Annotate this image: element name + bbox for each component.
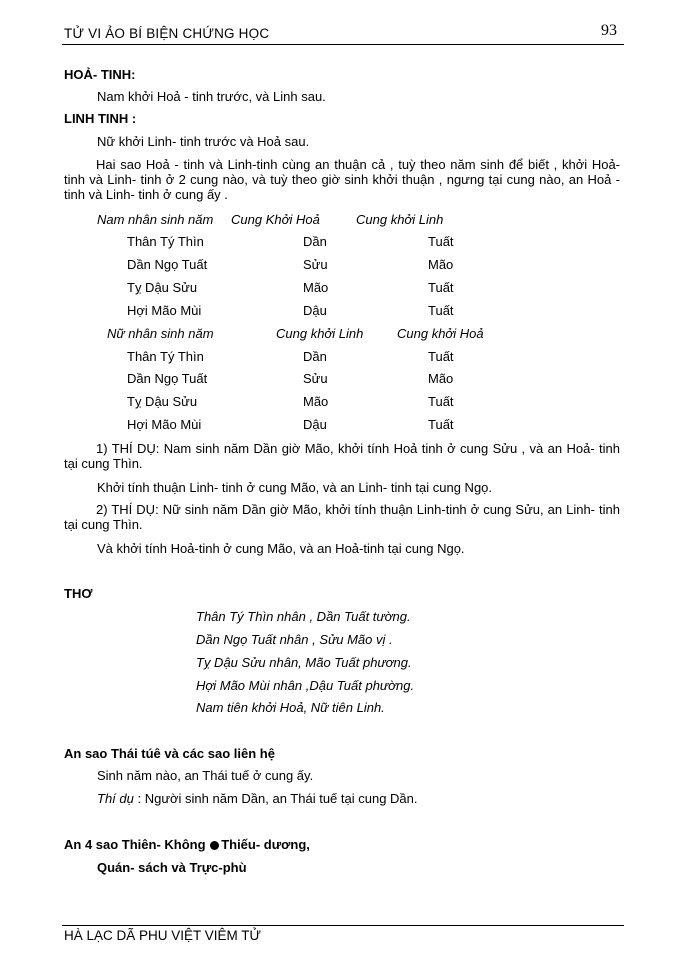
table-cell: Mão xyxy=(303,394,329,409)
table-row: Thân Tý Thìn xyxy=(127,234,204,249)
section-heading-hoa-tinh: HOẢ- TINH: xyxy=(64,67,136,82)
table-cell: Mão xyxy=(428,371,454,386)
table-row: Dần Ngọ Tuất xyxy=(127,371,208,386)
table-female-header-linh: Cung khởi Linh xyxy=(276,326,364,341)
thai-tue-example xyxy=(97,791,418,806)
example-1: 1) THÍ DỤ: Nam sinh năm Dần giờ Mão, khởi tính Hoả tinh ở cung Sửu , và an Hoả- tinh tại cung Thìn. xyxy=(64,441,620,471)
example-text: : Người sinh năm Dần, an Thái tuế tại cung Dần. xyxy=(133,791,418,806)
table-male-header-linh: Cung khởi Linh xyxy=(356,212,444,227)
example-2-continued: Và khởi tính Hoả-tinh ở cung Mão, và an Hoả-tinh tại cung Ngọ. xyxy=(97,541,465,556)
table-cell: Dậu xyxy=(303,417,327,432)
table-male-header-hoa: Cung Khởi Hoả xyxy=(231,212,320,227)
thai-tue-heading: An sao Thái túê và các sao liên hệ xyxy=(64,746,275,761)
example-1-continued: Khởi tính thuận Linh- tinh ở cung Mão, và an Linh- tinh tại cung Ngọ. xyxy=(97,480,493,495)
table-cell: Sửu xyxy=(303,371,328,386)
thien-khong-heading: An 4 sao Thiên- Không Thiếu- dương, xyxy=(64,837,310,852)
table-cell: Tuất xyxy=(428,303,454,318)
table-cell: Tuất xyxy=(428,234,454,249)
table-row: Hợi Mão Mùi xyxy=(127,417,202,432)
poem-line: Tỵ Dậu Sửu nhân, Mão Tuất phương. xyxy=(196,655,412,670)
table-female-header-year: Nữ nhân sinh năm xyxy=(107,326,214,341)
table-cell: Tuất xyxy=(428,417,454,432)
section-heading-linh-tinh: LINH TINH : xyxy=(64,111,137,126)
poem-line: Thân Tý Thìn nhân , Dần Tuất tường. xyxy=(196,609,411,624)
table-row: Tỵ Dậu Sửu xyxy=(127,280,198,295)
table-male-header-year: Nam nhân sinh năm xyxy=(97,212,214,227)
table-row: Hợi Mão Mùi xyxy=(127,303,202,318)
table-row: Tỵ Dậu Sửu xyxy=(127,394,198,409)
table-cell: Dậu xyxy=(303,303,327,318)
example-label: Thí dụ xyxy=(97,791,134,806)
example-2: 2) THÍ DỤ: Nữ sinh năm Dần giờ Mão, khởi tính thuận Linh-tinh ở cung Sửu, an Linh- tinh tại cung Thìn. xyxy=(64,502,620,532)
table-cell: Sửu xyxy=(303,257,328,272)
poem-line: Nam tiên khởi Hoả, Nữ tiên Linh. xyxy=(196,700,385,715)
header-rule xyxy=(62,44,624,45)
poem-line: Hợi Mão Mùi nhân ,Dậu Tuất phường. xyxy=(196,678,415,693)
table-cell: Tuất xyxy=(428,349,454,364)
table-cell: Tuất xyxy=(428,280,454,295)
table-row: Thân Tý Thìn xyxy=(127,349,204,364)
thai-tue-text: Sinh năm nào, an Thái tuế ở cung ấy. xyxy=(97,768,314,783)
table-row: Dần Ngọ Tuất xyxy=(127,257,208,272)
poem-heading: THƠ xyxy=(64,586,93,601)
running-header-title: TỬ VI ẢO BÍ BIỆN CHỨNG HỌC xyxy=(64,26,270,41)
linh-tinh-text: Nữ khởi Linh- tinh trước và Hoả sau. xyxy=(97,134,310,149)
page-number: 93 xyxy=(601,22,617,39)
table-cell: Mão xyxy=(303,280,329,295)
running-footer: HÀ LẠC DÃ PHU VIỆT VIÊM TỬ xyxy=(64,928,262,943)
table-cell: Mão xyxy=(428,257,454,272)
table-cell: Tuất xyxy=(428,394,454,409)
linh-tinh-explanation: Hai sao Hoả - tinh và Linh-tinh cùng an thuận cả , tuỳ theo năm sinh để biết , khởi Hoả- tinh và Linh- tinh ở 2 cung nào, và tuỳ theo giờ sinh khởi thuận , ngưng tại cung nào, an Hoả -tinh và Linh- tinh ở cung ấy . xyxy=(64,157,620,202)
hoa-tinh-text: Nam khởi Hoả - tinh trước, và Linh sau. xyxy=(97,89,326,104)
table-cell: Dần xyxy=(303,349,327,364)
poem-line: Dần Ngọ Tuất nhân , Sửu Mão vị . xyxy=(196,632,393,647)
footer-rule xyxy=(62,925,624,926)
bullet-icon xyxy=(210,841,219,850)
table-cell: Dần xyxy=(303,234,327,249)
thien-khong-heading-line2: Quán- sách và Trực-phù xyxy=(97,860,247,875)
table-female-header-hoa: Cung khởi Hoả xyxy=(397,326,484,341)
